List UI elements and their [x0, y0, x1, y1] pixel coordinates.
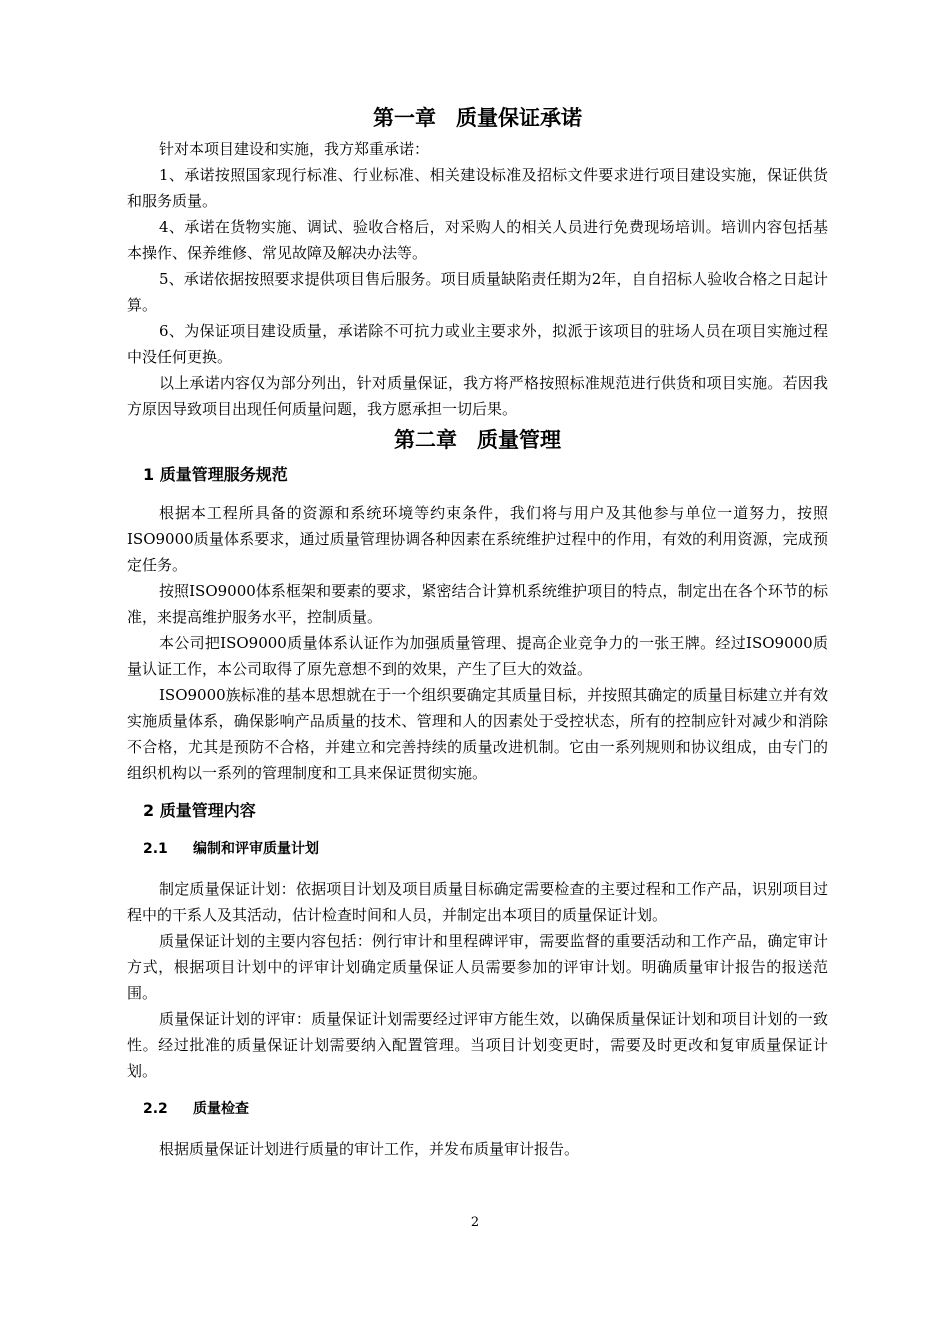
paragraph: ISO9000族标准的基本思想就在于一个组织要确定其质量目标，并按照其确定的质量目标建立并有效实施质量体系，确保影响产品质量的技术、管理和人的因素处于受控状态，所有的控制应针对减少和消除不合格，尤其是预防不合格，并建立和完善持续的质量改进机制。它由一系列规则和协议组成，由专门的组织机构以一系列的管理制度和工具来保证贯彻实施。 — [127, 686, 828, 782]
paragraph: 质量保证计划的评审：质量保证计划需要经过评审方能生效，以确保质量保证计划和项目计划的一致性。经过批准的质量保证计划需要纳入配置管理。当项目计划变更时，需要及时更改和复审质量保证计划。 — [127, 1010, 828, 1080]
paragraph: 按照ISO9000体系框架和要素的要求，紧密结合计算机系统维护项目的特点，制定出在各个环节的标准，来提高维护服务水平，控制质量。 — [127, 582, 828, 626]
paragraph: 根据本工程所具备的资源和系统环境等约束条件，我们将与用户及其他参与单位一道努力，按照ISO9000质量体系要求，通过质量管理协调各种因素在系统维护过程中的作用，有效的利用资源，完成预定任务。 — [127, 504, 828, 574]
chapter-2-title — [127, 422, 828, 458]
chapter-2-number: 第二章 — [394, 428, 457, 452]
section-2-heading: 2 质量管理内容 — [143, 801, 256, 820]
paragraph: 根据质量保证计划进行质量的审计工作，并发布质量审计报告。 — [159, 1140, 580, 1158]
subsection-2-1-heading — [127, 836, 828, 862]
paragraph: 针对本项目建设和实施，我方郑重承诺： — [159, 140, 430, 158]
subsection-2-2-title: 质量检查 — [193, 1101, 249, 1117]
paragraph: 1、承诺按照国家现行标准、行业标准、相关建设标准及招标文件要求进行项目建设实施，保证供货和服务质量。 — [127, 166, 828, 210]
subsection-2-2-heading — [127, 1096, 828, 1122]
section-1-heading: 1 质量管理服务规范 — [143, 465, 288, 484]
page-content — [127, 100, 828, 1162]
paragraph: 质量保证计划的主要内容包括：例行审计和里程碑评审，需要监督的重要活动和工作产品，确定审计方式，根据项目计划中的评审计划确定质量保证人员需要参加的评审计划。明确质量审计报告的报送范围。 — [127, 932, 828, 1002]
paragraph: 制定质量保证计划：依据项目计划及项目质量目标确定需要检查的主要过程和工作产品，识别项目过程中的干系人及其活动，估计检查时间和人员，并制定出本项目的质量保证计划。 — [127, 880, 828, 924]
paragraph: 6、为保证项目建设质量，承诺除不可抗力或业主要求外，拟派于该项目的驻场人员在项目实施过程中没任何更换。 — [127, 322, 828, 366]
chapter-1-name: 质量保证承诺 — [456, 106, 582, 130]
subsection-2-1-title: 编制和评审质量计划 — [193, 841, 319, 857]
paragraph: 以上承诺内容仅为部分列出，针对质量保证，我方将严格按照标准规范进行供货和项目实施。若因我方原因导致项目出现任何质量问题，我方愿承担一切后果。 — [127, 374, 828, 418]
page-number: 2 — [470, 1215, 480, 1230]
subsection-2-2-number: 2.2 — [143, 1101, 168, 1117]
paragraph: 5、承诺依据按照要求提供项目售后服务。项目质量缺陷责任期为2年，自自招标人验收合格之日起计算。 — [127, 270, 828, 314]
paragraph: 本公司把ISO9000质量体系认证作为加强质量管理、提高企业竞争力的一张王牌。经过ISO9000质量认证工作，本公司取得了原先意想不到的效果，产生了巨大的效益。 — [127, 634, 828, 678]
paragraph: 4、承诺在货物实施、调试、验收合格后，对采购人的相关人员进行免费现场培训。培训内容包括基本操作、保养维修、常见故障及解决办法等。 — [127, 218, 828, 262]
chapter-1-number: 第一章 — [373, 106, 436, 130]
chapter-2-name: 质量管理 — [477, 428, 561, 452]
chapter-1-title — [127, 100, 828, 136]
subsection-2-1-number: 2.1 — [143, 841, 168, 857]
